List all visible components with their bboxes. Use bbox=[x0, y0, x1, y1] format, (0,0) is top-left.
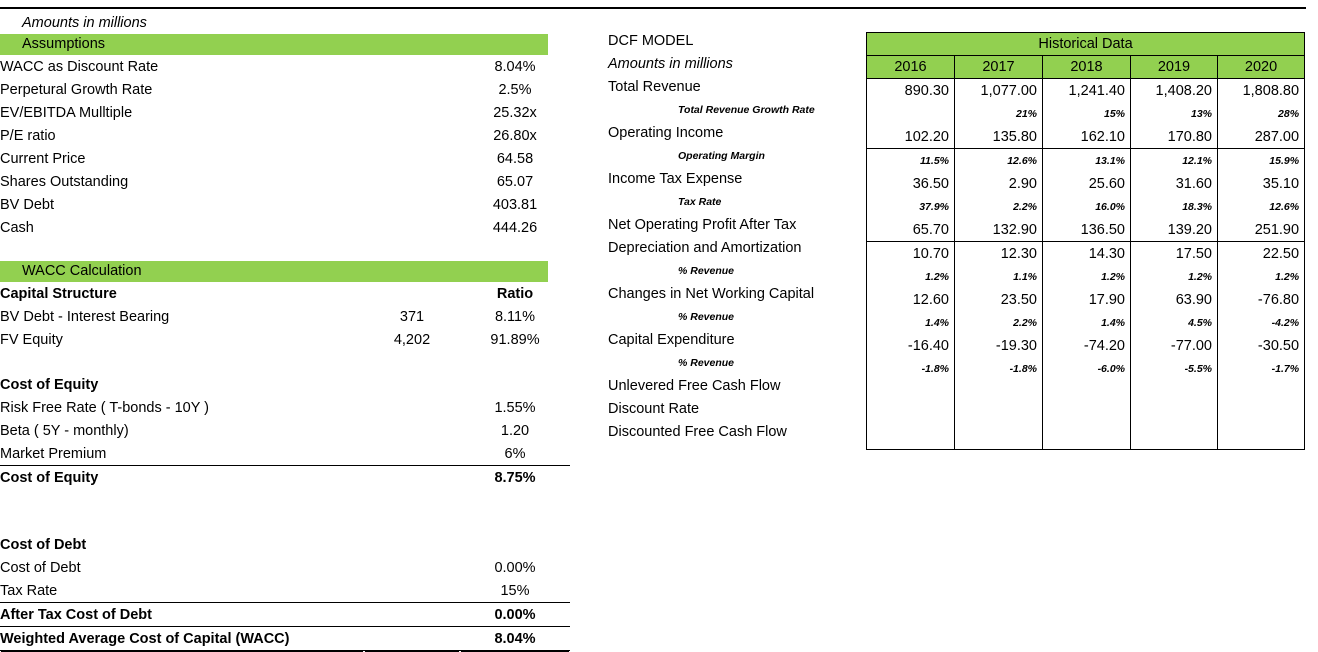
table-row[interactable] bbox=[867, 334, 1305, 357]
cell bbox=[955, 380, 1043, 403]
table-row[interactable] bbox=[0, 579, 570, 603]
cell: 63.90 bbox=[1131, 288, 1218, 311]
cell: 23.50 bbox=[955, 288, 1043, 311]
row-label: Beta ( 5Y - monthly) bbox=[0, 422, 129, 439]
total-value: 8.75% bbox=[460, 466, 570, 490]
cell: 11.5% bbox=[867, 149, 955, 173]
cell: 15.9% bbox=[1218, 149, 1305, 173]
table-row[interactable] bbox=[0, 419, 570, 442]
cell: -5.5% bbox=[1131, 357, 1218, 380]
row-value: 6% bbox=[504, 445, 526, 462]
row-value: 15% bbox=[500, 582, 530, 599]
year-header-2018: 2018 bbox=[1043, 56, 1131, 79]
historical-data-banner: Historical Data bbox=[867, 33, 1305, 56]
row-label: FV Equity bbox=[0, 331, 63, 348]
row-value: 64.58 bbox=[496, 150, 534, 167]
cost-of-equity-total-row bbox=[0, 466, 570, 490]
row-amount bbox=[364, 193, 460, 216]
dcf-line-operating-margin: Operating Margin bbox=[678, 150, 765, 162]
cost-of-debt-label: Cost of Debt bbox=[0, 536, 87, 553]
cell: 12.6% bbox=[955, 149, 1043, 173]
cell: 12.60 bbox=[867, 288, 955, 311]
cell: 21% bbox=[955, 102, 1043, 125]
row-label: Tax Rate bbox=[0, 582, 58, 599]
cell: 31.60 bbox=[1131, 172, 1218, 195]
cell: -6.0% bbox=[1043, 357, 1131, 380]
cell: 18.3% bbox=[1131, 195, 1218, 218]
row-value: 1.20 bbox=[500, 422, 530, 439]
table-row[interactable] bbox=[0, 193, 570, 216]
cell: 37.9% bbox=[867, 195, 955, 218]
table-row[interactable] bbox=[867, 102, 1305, 125]
cell: -30.50 bbox=[1218, 334, 1305, 357]
row-value: 65.07 bbox=[496, 173, 534, 190]
cell: 12.30 bbox=[955, 242, 1043, 266]
historical-banner-row bbox=[867, 33, 1305, 56]
spacer-row bbox=[0, 511, 570, 533]
row-value: 444.26 bbox=[492, 219, 538, 236]
table-row[interactable] bbox=[867, 79, 1305, 103]
cell: 135.80 bbox=[955, 125, 1043, 149]
historical-data-table bbox=[866, 32, 1305, 450]
cell: 1,077.00 bbox=[955, 79, 1043, 103]
row-label: Market Premium bbox=[0, 445, 107, 462]
table-row[interactable] bbox=[867, 426, 1305, 450]
row-amount bbox=[364, 216, 460, 239]
cell: -1.7% bbox=[1218, 357, 1305, 380]
cell: 139.20 bbox=[1131, 218, 1218, 242]
row-amount bbox=[364, 442, 460, 466]
historical-data-table-wrapper bbox=[866, 32, 1304, 450]
cell: 2.2% bbox=[955, 311, 1043, 334]
table-row[interactable] bbox=[867, 172, 1305, 195]
cell: 1,408.20 bbox=[1131, 79, 1218, 103]
table-row[interactable] bbox=[0, 216, 570, 239]
table-row[interactable] bbox=[0, 305, 570, 328]
row-value: 25.32x bbox=[493, 104, 537, 121]
row-amount: 371 bbox=[399, 308, 425, 325]
row-label: Cash bbox=[0, 219, 34, 236]
cell: 65.70 bbox=[867, 218, 955, 242]
row-label: Cost of Debt bbox=[0, 559, 81, 576]
cell: 16.0% bbox=[1043, 195, 1131, 218]
table-row[interactable] bbox=[867, 195, 1305, 218]
dcf-line-discount-rate: Discount Rate bbox=[608, 401, 700, 417]
dcf-line-operating-income: Operating Income bbox=[608, 125, 724, 141]
year-header-2016: 2016 bbox=[867, 56, 955, 79]
dcf-model-label-column bbox=[608, 30, 870, 444]
capital-structure-header-row bbox=[0, 282, 570, 305]
cell: 10.70 bbox=[867, 242, 955, 266]
cell: 12.1% bbox=[1131, 149, 1218, 173]
blank-cell bbox=[364, 282, 460, 305]
row-label: Risk Free Rate ( T-bonds - 10Y ) bbox=[0, 399, 209, 416]
dcf-line-pct-revenue-nwc: % Revenue bbox=[678, 311, 735, 323]
cell: 4.5% bbox=[1131, 311, 1218, 334]
wacc-calculation-header: WACC Calculation bbox=[0, 261, 548, 282]
cell: 36.50 bbox=[867, 172, 955, 195]
cell: 1,808.80 bbox=[1218, 79, 1305, 103]
cell bbox=[1043, 403, 1131, 426]
table-row[interactable] bbox=[0, 55, 570, 78]
cell: 1.2% bbox=[1218, 265, 1305, 288]
row-amount bbox=[364, 78, 460, 101]
cell: 13% bbox=[1131, 102, 1218, 125]
year-header-2019: 2019 bbox=[1131, 56, 1218, 79]
table-row[interactable] bbox=[0, 442, 570, 466]
cell: 1.2% bbox=[1043, 265, 1131, 288]
table-row[interactable] bbox=[0, 396, 570, 419]
cell bbox=[867, 102, 955, 125]
table-row[interactable] bbox=[867, 218, 1305, 242]
table-row[interactable] bbox=[867, 125, 1305, 149]
cell bbox=[1218, 380, 1305, 403]
blank-cell bbox=[460, 373, 570, 396]
dcf-line-pct-revenue-da: % Revenue bbox=[678, 265, 735, 277]
row-amount bbox=[364, 556, 460, 579]
row-amount bbox=[364, 396, 460, 419]
ratio-header: Ratio bbox=[496, 285, 534, 302]
amounts-note-dcf: Amounts in millions bbox=[608, 56, 733, 72]
blank-cell bbox=[364, 627, 460, 651]
row-label: Shares Outstanding bbox=[0, 173, 129, 190]
cost-of-equity-header-row bbox=[0, 373, 570, 396]
cell: 17.50 bbox=[1131, 242, 1218, 266]
cell: 25.60 bbox=[1043, 172, 1131, 195]
row-value: 403.81 bbox=[492, 196, 538, 213]
dcf-line-nopat: Net Operating Profit After Tax bbox=[608, 217, 797, 233]
spacer-row bbox=[0, 351, 570, 373]
table-row[interactable] bbox=[0, 101, 570, 124]
cell: -19.30 bbox=[955, 334, 1043, 357]
row-amount bbox=[364, 55, 460, 78]
assumptions-header: Assumptions bbox=[0, 34, 548, 55]
total-label: Cost of Equity bbox=[0, 466, 364, 490]
cell: -74.20 bbox=[1043, 334, 1131, 357]
row-amount: 4,202 bbox=[393, 331, 431, 348]
table-row[interactable] bbox=[867, 288, 1305, 311]
total-label: After Tax Cost of Debt bbox=[0, 603, 364, 627]
cell: 287.00 bbox=[1218, 125, 1305, 149]
cell: -16.40 bbox=[867, 334, 955, 357]
dcf-line-tax-rate: Tax Rate bbox=[678, 196, 722, 208]
table-row[interactable] bbox=[0, 147, 570, 170]
dcf-line-income-tax-expense: Income Tax Expense bbox=[608, 171, 743, 187]
table-row[interactable] bbox=[0, 124, 570, 147]
table-row[interactable] bbox=[0, 78, 570, 101]
after-tax-cost-of-debt-row bbox=[0, 603, 570, 627]
cell bbox=[867, 380, 955, 403]
row-value: 0.00% bbox=[494, 559, 536, 576]
cell: 2.2% bbox=[955, 195, 1043, 218]
assumptions-wacc-panel bbox=[0, 12, 580, 651]
cell: 17.90 bbox=[1043, 288, 1131, 311]
blank-cell bbox=[364, 373, 460, 396]
row-label: Perpetural Growth Rate bbox=[0, 81, 153, 98]
year-header-2017: 2017 bbox=[955, 56, 1043, 79]
row-value: 8.04% bbox=[494, 58, 536, 75]
spacer-row bbox=[0, 239, 570, 261]
cell: -1.8% bbox=[955, 357, 1043, 380]
cell bbox=[955, 426, 1043, 450]
cell: 13.1% bbox=[1043, 149, 1131, 173]
dcf-line-discounted-fcf: Discounted Free Cash Flow bbox=[608, 424, 787, 440]
cost-of-equity-label: Cost of Equity bbox=[0, 376, 99, 393]
table-row[interactable] bbox=[867, 403, 1305, 426]
wacc-total-row bbox=[0, 627, 570, 651]
cell: 1.2% bbox=[867, 265, 955, 288]
row-amount bbox=[364, 101, 460, 124]
spacer-row bbox=[0, 489, 570, 511]
dcf-line-depreciation-amortization: Depreciation and Amortization bbox=[608, 240, 802, 256]
blank-cell bbox=[460, 533, 570, 556]
row-amount bbox=[364, 170, 460, 193]
table-row[interactable] bbox=[867, 242, 1305, 266]
blank-cell bbox=[364, 603, 460, 627]
historical-year-header-row bbox=[867, 56, 1305, 79]
cell: 132.90 bbox=[955, 218, 1043, 242]
blank-cell bbox=[364, 533, 460, 556]
cell: -4.2% bbox=[1218, 311, 1305, 334]
cell: 136.50 bbox=[1043, 218, 1131, 242]
row-amount bbox=[364, 124, 460, 147]
cell: 12.6% bbox=[1218, 195, 1305, 218]
cell: 251.90 bbox=[1218, 218, 1305, 242]
cell: 1.1% bbox=[955, 265, 1043, 288]
assumptions-table bbox=[0, 55, 570, 261]
cell: 35.10 bbox=[1218, 172, 1305, 195]
cell bbox=[867, 403, 955, 426]
cell: 1.4% bbox=[1043, 311, 1131, 334]
row-amount bbox=[364, 579, 460, 603]
cell: 890.30 bbox=[867, 79, 955, 103]
row-value: 1.55% bbox=[494, 399, 536, 416]
dcf-line-capital-expenditure: Capital Expenditure bbox=[608, 332, 735, 348]
cell: -76.80 bbox=[1218, 288, 1305, 311]
cell: 2.90 bbox=[955, 172, 1043, 195]
cell bbox=[867, 426, 955, 450]
cell: 14.30 bbox=[1043, 242, 1131, 266]
row-label: BV Debt - Interest Bearing bbox=[0, 308, 170, 325]
dcf-model-title: DCF MODEL bbox=[608, 33, 694, 49]
historical-data-body bbox=[867, 79, 1305, 450]
table-row[interactable] bbox=[867, 311, 1305, 334]
row-label: BV Debt bbox=[0, 196, 54, 213]
cell: 1.4% bbox=[867, 311, 955, 334]
capital-structure-label: Capital Structure bbox=[0, 285, 117, 302]
total-value: 0.00% bbox=[460, 603, 570, 627]
dcf-line-pct-revenue-capex: % Revenue bbox=[678, 357, 735, 369]
year-header-2020: 2020 bbox=[1218, 56, 1305, 79]
cell: 15% bbox=[1043, 102, 1131, 125]
row-amount bbox=[364, 147, 460, 170]
cell: 28% bbox=[1218, 102, 1305, 125]
cell bbox=[1131, 380, 1218, 403]
table-row[interactable] bbox=[0, 170, 570, 193]
cell bbox=[1043, 426, 1131, 450]
dcf-line-total-revenue: Total Revenue bbox=[608, 79, 701, 95]
wacc-calculation-table bbox=[0, 282, 570, 651]
blank-cell bbox=[364, 466, 460, 490]
cell: -1.8% bbox=[867, 357, 955, 380]
row-label: EV/EBITDA Mulltiple bbox=[0, 104, 133, 121]
table-row[interactable] bbox=[867, 357, 1305, 380]
cell: 170.80 bbox=[1131, 125, 1218, 149]
cost-of-debt-header-row bbox=[0, 533, 570, 556]
row-amount bbox=[364, 419, 460, 442]
total-label: Weighted Average Cost of Capital (WACC) bbox=[0, 627, 364, 651]
amounts-note-left: Amounts in millions bbox=[22, 15, 147, 31]
cell bbox=[1218, 403, 1305, 426]
row-ratio: 91.89% bbox=[490, 331, 540, 348]
row-label: Current Price bbox=[0, 150, 86, 167]
sheet-top-rule bbox=[0, 7, 1306, 9]
table-row[interactable] bbox=[867, 149, 1305, 173]
cell bbox=[955, 403, 1043, 426]
table-row[interactable] bbox=[0, 328, 570, 351]
dcf-line-unlevered-fcf: Unlevered Free Cash Flow bbox=[608, 378, 781, 394]
total-value: 8.04% bbox=[460, 627, 570, 651]
table-row[interactable] bbox=[867, 265, 1305, 288]
dcf-line-changes-nwc: Changes in Net Working Capital bbox=[608, 286, 815, 302]
cell bbox=[1131, 403, 1218, 426]
cell: -77.00 bbox=[1131, 334, 1218, 357]
table-row[interactable] bbox=[867, 380, 1305, 403]
row-ratio: 8.11% bbox=[494, 308, 536, 325]
cell: 22.50 bbox=[1218, 242, 1305, 266]
row-label: P/E ratio bbox=[0, 127, 56, 144]
cell bbox=[1218, 426, 1305, 450]
cell bbox=[1043, 380, 1131, 403]
row-label: WACC as Discount Rate bbox=[0, 58, 159, 75]
row-value: 2.5% bbox=[498, 81, 532, 98]
cell: 1.2% bbox=[1131, 265, 1218, 288]
cell: 102.20 bbox=[867, 125, 955, 149]
table-row[interactable] bbox=[0, 556, 570, 579]
cell bbox=[1131, 426, 1218, 450]
row-value: 26.80x bbox=[493, 127, 537, 144]
cell: 1,241.40 bbox=[1043, 79, 1131, 103]
cell: 162.10 bbox=[1043, 125, 1131, 149]
dcf-line-total-revenue-growth-rate: Total Revenue Growth Rate bbox=[678, 104, 815, 116]
